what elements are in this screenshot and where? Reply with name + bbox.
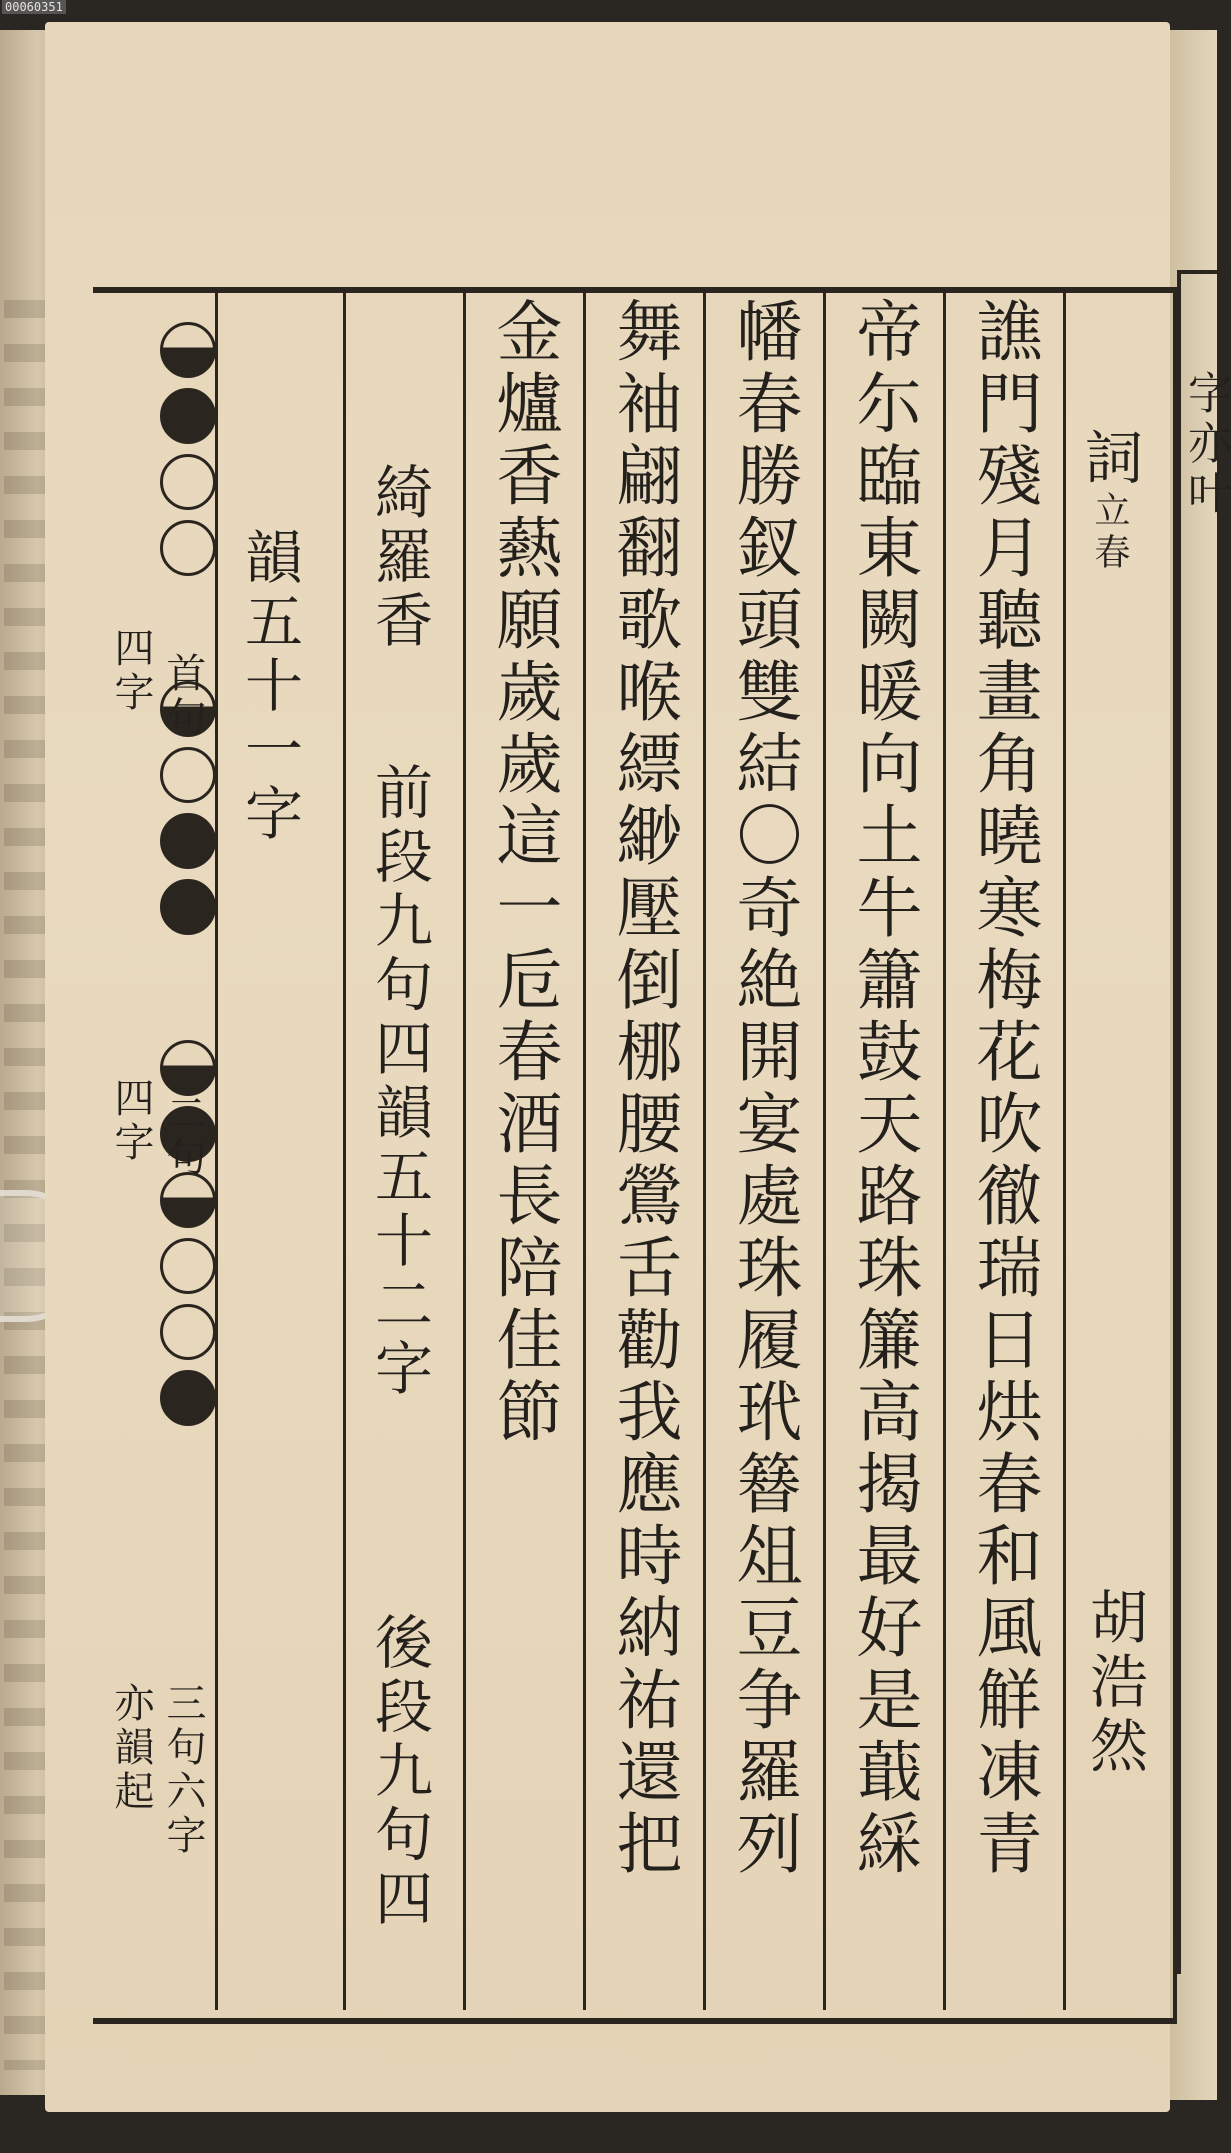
main-page [45, 22, 1170, 2112]
author: 胡浩然 [1080, 1587, 1148, 1779]
column-divider [583, 292, 586, 2010]
column-divider [943, 292, 946, 2010]
title-column [1075, 427, 1143, 575]
pattern-note-first: 首句 [160, 652, 206, 740]
column-divider [343, 292, 346, 2010]
tone-mark [160, 520, 216, 576]
tone-mark [160, 388, 216, 444]
scan-id-label: 00060351 [2, 0, 66, 14]
column-divider [703, 292, 706, 2010]
pattern-note-second-sub: 四字 [108, 1077, 154, 1165]
tone-mark [160, 747, 216, 803]
tune-name: 綺羅香 [365, 462, 433, 654]
right-page-frame [1177, 270, 1231, 1974]
pattern-note-third-sub: 亦韻起 [108, 1682, 154, 1814]
tone-mark [160, 1040, 216, 1096]
tone-mark [160, 1172, 216, 1228]
poem-column: 舞袖翩翻歌喉縹緲壓倒梛腰鶯舌勸我應時納祐還把 [605, 297, 682, 1881]
bleed-through [4, 300, 48, 2070]
column-divider [823, 292, 826, 2010]
tone-mark [160, 813, 216, 869]
tone-mark [160, 879, 216, 935]
back-stanza-note: 後段九句四 [365, 1612, 433, 1932]
tone-mark [160, 1370, 216, 1426]
tone-pattern [153, 317, 223, 1431]
pattern-note-third: 三句六字 [160, 1682, 206, 1858]
column-divider [1063, 292, 1066, 2010]
poem-column: 幡春勝釵頭雙結〇奇絶開宴處珠履玳簮俎豆争羅列 [725, 297, 802, 1881]
front-stanza-note: 前段九句四韻五十二字 [365, 762, 433, 1402]
count-note: 韻五十一字 [235, 527, 303, 847]
tone-mark [160, 1238, 216, 1294]
poem-column: 譙門殘月聽畫角曉寒梅花吹徹瑞日烘春和風觧凍青 [965, 297, 1042, 1881]
tone-mark [160, 454, 216, 510]
poem-column: 帝尓臨東闕暖向土牛簫鼓天路珠簾高揭最好是蕺綵 [845, 297, 922, 1881]
right-page-fragment: 字亦叶 [1180, 370, 1231, 520]
title: 詞 [1075, 427, 1143, 491]
title-tune: 立春 [1089, 491, 1130, 575]
column-divider [463, 292, 466, 2010]
poem-column: 金爐香爇願歲歲這一卮春酒長陪佳節 [485, 297, 562, 1449]
pattern-note-first-sub: 四字 [108, 627, 154, 715]
tone-mark [160, 1304, 216, 1360]
tone-mark [160, 322, 216, 378]
pattern-note-second: 二句 [160, 1092, 206, 1180]
